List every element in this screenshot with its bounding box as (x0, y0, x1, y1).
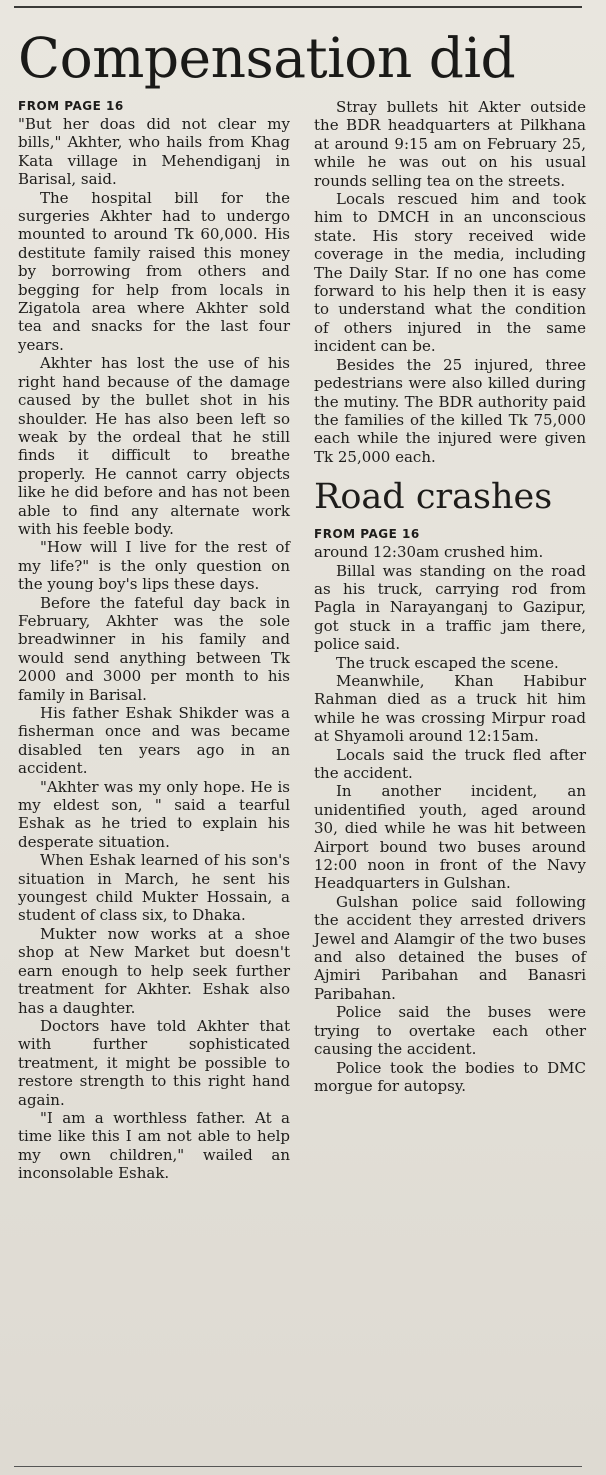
paragraph: Before the fateful day back in February, Akhter was the sole breadwinner in his family and would send anything between Tk 2000 and 3000 per month to his family in Barisal. (18, 593, 290, 704)
paragraph: Besides the 25 injured, three pedestrians were also killed during the mutiny. The BDR authority paid the families of the killed Tk 75,000 each while the injured were given Tk 25,000 each. (314, 355, 586, 466)
paragraph: Mukter now works at a shoe shop at New Market but doesn't earn enough to help seek further treatment for Akhter. Eshak also has a daughter. (18, 924, 290, 1017)
paragraph: "How will I live for the rest of my life?" is the only question on the young boy's lips these days. (18, 538, 290, 594)
paragraph: Doctors have told Akhter that with further sophisticated treatment, it might be possible to restore strength to this right hand again. (18, 1016, 290, 1109)
bottom-rule (14, 1466, 582, 1467)
road-crashes-headline: Road crashes (314, 477, 553, 518)
paragraph: "Akhter was my only hope. He is my eldest son, " said a tearful Eshak as he tried to explain his desperate situation. (18, 777, 290, 851)
paragraph: Police said the buses were trying to overtake each other causing the accident. (314, 1003, 586, 1059)
paragraph: Meanwhile, Khan Habibur Rahman died as a truck hit him while he was crossing Mirpur road at Shyamoli around 12:15am. (314, 671, 586, 746)
paragraph: The hospital bill for the surgeries Akhter had to undergo mounted to around Tk 60,000. His destitute family raised this money by borrowing from others and begging for help from locals in Zigatola area where Akhter sold tea and snacks for the last four years. (18, 188, 290, 354)
paragraph: Billal was standing on the road as his truck, carrying rod from Pagla in Narayanganj to Gazipur, got stuck in a traffic jam there, police said. (314, 561, 586, 654)
article-columns (18, 98, 586, 1183)
paragraph: "I am a worthless father. At a time like this I am not able to help my own children," wailed an inconsolable Eshak. (18, 1108, 290, 1183)
paragraph: Stray bullets hit Akter outside the BDR headquarters at Pilkhana at around 9:15 am on February 25, while he was out on his usual rounds selling tea on the streets. (314, 98, 586, 190)
paragraph: When Eshak learned of his son's situation in March, he sent his youngest child Mukter Hossain, a student of class six, to Dhaka. (18, 851, 290, 925)
paragraph: Akhter has lost the use of his right hand because of the damage caused by the bullet shot in his shoulder. He has also been left so weak by the ordeal that he still finds it difficult to breathe properly. He cannot carry objects like he did before and has not been able to find any alternate work with his feeble body. (18, 354, 290, 538)
continuation-kicker: FROM PAGE 16 (18, 99, 124, 113)
headline: Compensation did (18, 26, 516, 90)
continuation-kicker: FROM PAGE 16 (314, 527, 420, 542)
paragraph: Gulshan police said following the accident they arrested drivers Jewel and Alamgir of the two buses and also detained the buses of Ajmiri Paribahan and Banasri Paribahan. (314, 892, 586, 1003)
paragraph: "But her doas did not clear my bills," Akhter, who hails from Khag Kata village in Mehendiganj in Barisal, said. (18, 115, 290, 189)
paragraph: Locals rescued him and took him to DMCH in an unconscious state. His story received wide coverage in the media, including The Daily Star. If no one has come forward to his help then it is easy to understand what the condition of others injured in the same incident can be. (314, 190, 586, 356)
top-rule (14, 6, 582, 8)
paragraph: In another incident, an unidentified youth, aged around 30, died while he was hit between Airport bound two buses around 12:00 noon in front of the Navy Headquarters in Gulshan. (314, 782, 586, 893)
paragraph: around 12:30am crushed him. (314, 543, 544, 562)
paragraph: Locals said the truck fled after the accident. (314, 745, 586, 782)
paragraph: The truck escaped the scene. (336, 653, 559, 672)
paragraph: Police took the bodies to DMC morgue for autopsy. (314, 1058, 586, 1095)
column-right (314, 98, 586, 1183)
paragraph: His father Eshak Shikder was a fisherman once and was became disabled ten years ago in an accident. (18, 704, 290, 778)
column-left (18, 98, 290, 1183)
